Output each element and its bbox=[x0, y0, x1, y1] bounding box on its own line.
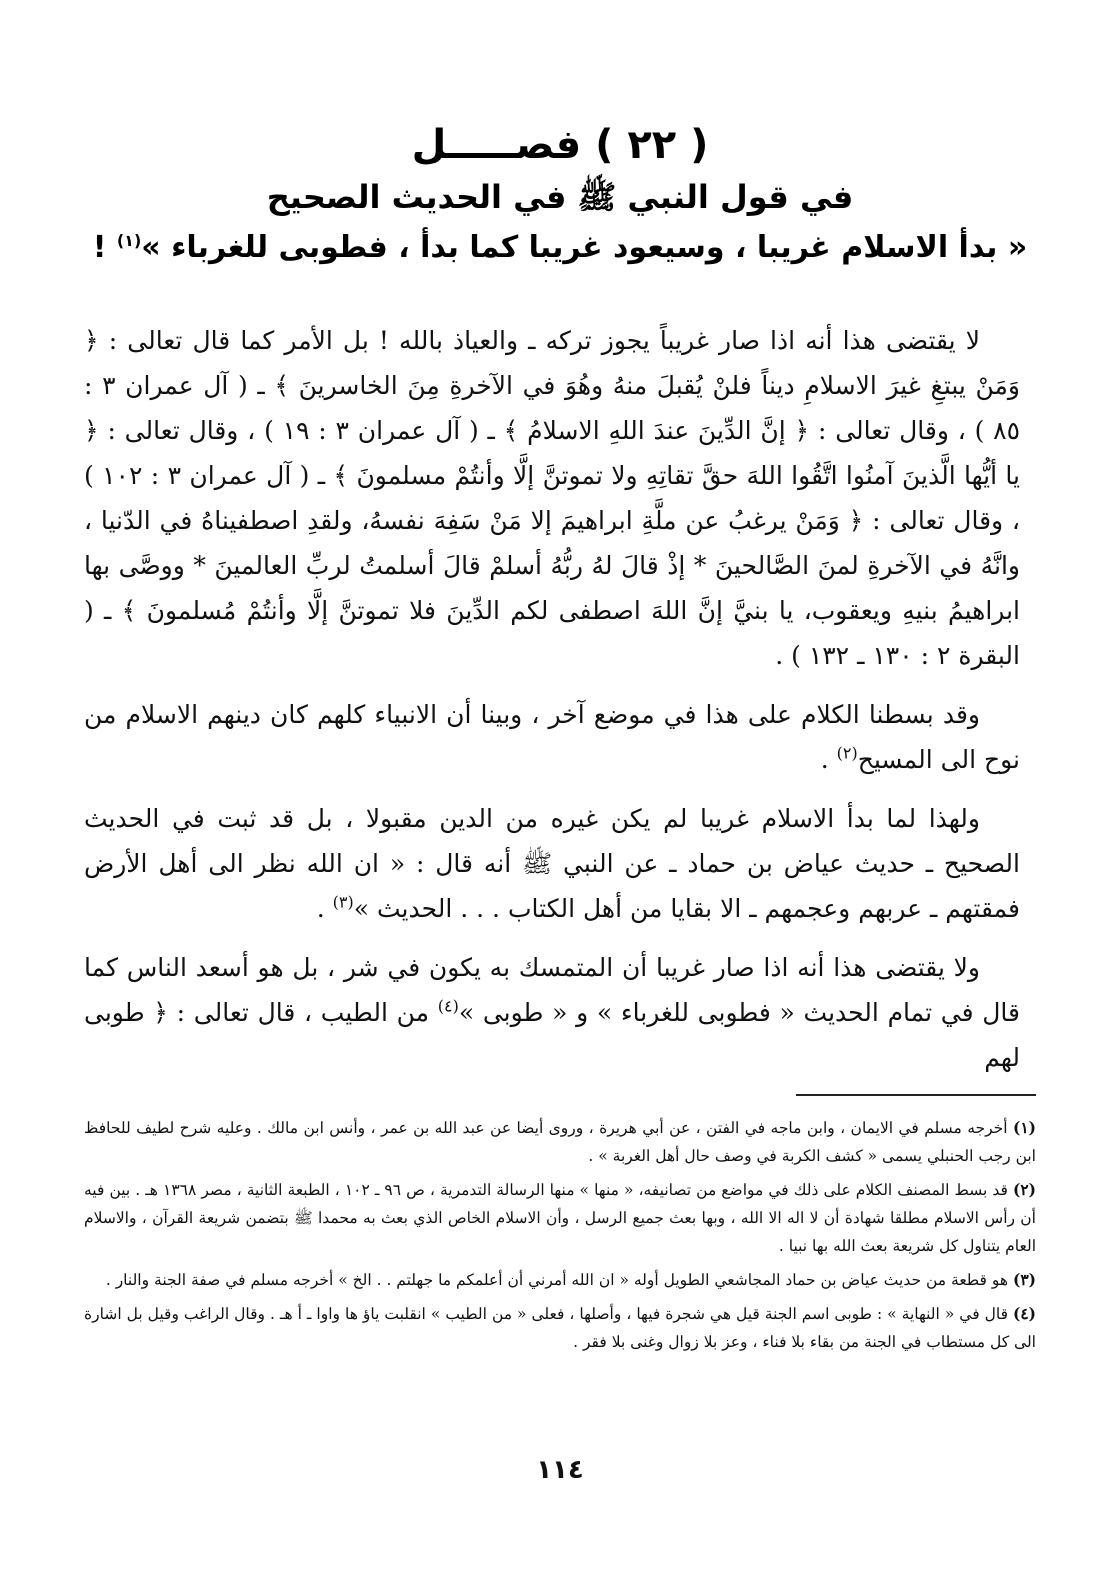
footnote-2 bbox=[84, 1176, 1036, 1260]
heading-exclamation: ! bbox=[92, 230, 117, 265]
footnote-number: (٢) bbox=[1012, 1180, 1036, 1199]
hadith-quote: « بدأ الاسلام غريبا ، وسيعود غريبا كما بدأ ، فطوبى للغرباء » bbox=[141, 230, 1028, 265]
footnote-ref-2: (٢) bbox=[836, 743, 858, 763]
paragraph-4-text-b: من الطيب ، قال تعالى : ﴿ طوبى لهم bbox=[84, 998, 1020, 1072]
paragraph-2 bbox=[84, 692, 1020, 782]
body-text bbox=[84, 318, 1020, 1094]
page-number: ١١٤ bbox=[536, 1455, 584, 1485]
paragraph-2-end: . bbox=[820, 745, 837, 774]
footnote-text: أخرجه مسلم في الايمان ، وابن ماجه في الفتن ، عن أبي هريرة ، وروى أيضا عن عبد الله بن عمر ، وأنس ابن مالك . وعليه شرح لطيف للحافظ ابن رجب الحنبلي يسمى « كشف الكربة في وصف حال أهل الغربة » . bbox=[84, 1119, 1036, 1165]
paragraph-2-text: وقد بسطنا الكلام على هذا في موضع آخر ، وبينا أن الانبياء كلهم كان دينهم الاسلام من نوح الى المسيح bbox=[84, 700, 1020, 774]
footnote-number: (٤) bbox=[1012, 1304, 1036, 1323]
paragraph-3-end: . bbox=[316, 894, 333, 923]
footnote-text: قال في « النهاية » : طوبى اسم الجنة قيل هي شجرة فيها ، وأصلها ، فعلى « من الطيب » انقلبت ياؤ ها واوا ـ أ هـ . وقال الراغب وقيل بل اشارة الى كل مستطاب في الجنة من بقاء بلا فناء ، وعز بلا زوال وغنى بلا فقر . bbox=[84, 1305, 1036, 1351]
paragraph-4 bbox=[84, 945, 1020, 1080]
section-subtitle: في قول النبي ﷺ في الحديث الصحيح bbox=[266, 178, 854, 216]
footnotes bbox=[84, 1114, 1036, 1362]
footnote-text: هو قطعة من حديث عياض بن حماد المجاشعي الطويل أوله « ان الله أمرني أن أعلمكم ما جهلتم . . الخ » أخرجه مسلم في صفة الجنة والنار . bbox=[105, 1271, 1009, 1289]
paragraph-3 bbox=[84, 796, 1020, 931]
footnote-ref-3: (٣) bbox=[332, 892, 354, 912]
paragraph-1: لا يقتضى هذا أنه اذا صار غريباً يجوز تركه ـ والعياذ بالله ! بل الأمر كما قال تعالى : ﴿ وَمَنْ يبتغِ غيرَ الاسلامِ ديناً فلنْ يُقبلَ منهُ وهُوَ في الآخرةِ مِنَ الخاسرينَ ﴾ ـ ( آل عمران ٣ : ٨٥ ) ، وقال تعالى : ﴿ إنَّ الدِّينَ عندَ اللهِ الاسلامُ ﴾ ـ ( آل عمران ٣ : ١٩ ) ، وقال تعالى : ﴿ يا أيُّها الَّذينَ آمنُوا اتَّقُوا اللهَ حقَّ تقاتِهِ ولا تموتنَّ إلَّا وأنتُمْ مسلمونَ ﴾ ـ ( آل عمران ٣ : ١٠٢ ) ، وقال تعالى : ﴿ وَمَنْ يرغبُ عن ملَّةِ ابراهيمَ إلا مَنْ سَفِهَ نفسهُ، ولقدِ اصطفيناهُ في الدّنيا ، وانَّهُ في الآخرةِ لمنَ الصَّالحينَ * إذْ قالَ لهُ ربُّهُ أسلمْ قالَ أسلمتُ لربِّ العالمينَ * ووصَّى بها ابراهيمُ بنيهِ ويعقوب، يا بنيَّ إنَّ اللهَ اصطفى لكم الدِّينَ فلا تموتنَّ إلَّا وأنتُمْ مُسلمونَ ﴾ ـ ( البقرة ٢ : ١٣٠ ـ ١٣٢ ) . bbox=[84, 326, 1020, 670]
section-heading: ( ٢٢ ) فصـــــل bbox=[411, 122, 709, 168]
paragraph-3-text: ولهذا لما بدأ الاسلام غريبا لم يكن غيره من الدين مقبولا ، بل قد ثبت في الحديث الصحيح ـ حديث عياض بن حماد ـ عن النبي ﷺ أنه قال : « ان الله نظر الى أهل الأرض فمقتهم ـ عربهم وعجمهم ـ الا بقايا من أهل الكتاب . . . الحديث » bbox=[84, 804, 1020, 923]
hadith-quote-heading bbox=[60, 230, 1060, 265]
footnote-ref-4: (٤) bbox=[437, 996, 459, 1016]
footnote-ref-1: (١) bbox=[116, 231, 142, 250]
footnote-text: قد بسط المصنف الكلام على ذلك في مواضع من تصانيفه، « منها » منها الرسالة التدمرية ، ص ٩٦ ـ ١٠٢ ، الطبعة الثانية ، مصر ١٣٦٨ هـ . بين فيه أن رأس الاسلام مطلقا شهادة أن لا اله الا الله ، وبها بعث جميع الرسل ، وأن الاسلام الخاص الذي بعث به محمدا ﷺ بتضمن شريعة القرآن ، والاسلام العام يتناول كل شريعة بعث الله بها نبيا . bbox=[84, 1181, 1036, 1255]
footnote-number: (١) bbox=[1012, 1118, 1036, 1137]
footnote-4 bbox=[84, 1300, 1036, 1356]
footnote-1 bbox=[84, 1114, 1036, 1170]
footnote-3 bbox=[84, 1266, 1036, 1294]
footnote-divider bbox=[796, 1094, 1036, 1096]
footnote-number: (٣) bbox=[1012, 1270, 1036, 1289]
paragraph-4-text-a: ولا يقتضى هذا أنه اذا صار غريبا أن المتمسك به يكون في شر ، بل هو أسعد الناس كما قال في تمام الحديث « فطوبى للغرباء » و « طوبى » bbox=[84, 953, 1020, 1027]
